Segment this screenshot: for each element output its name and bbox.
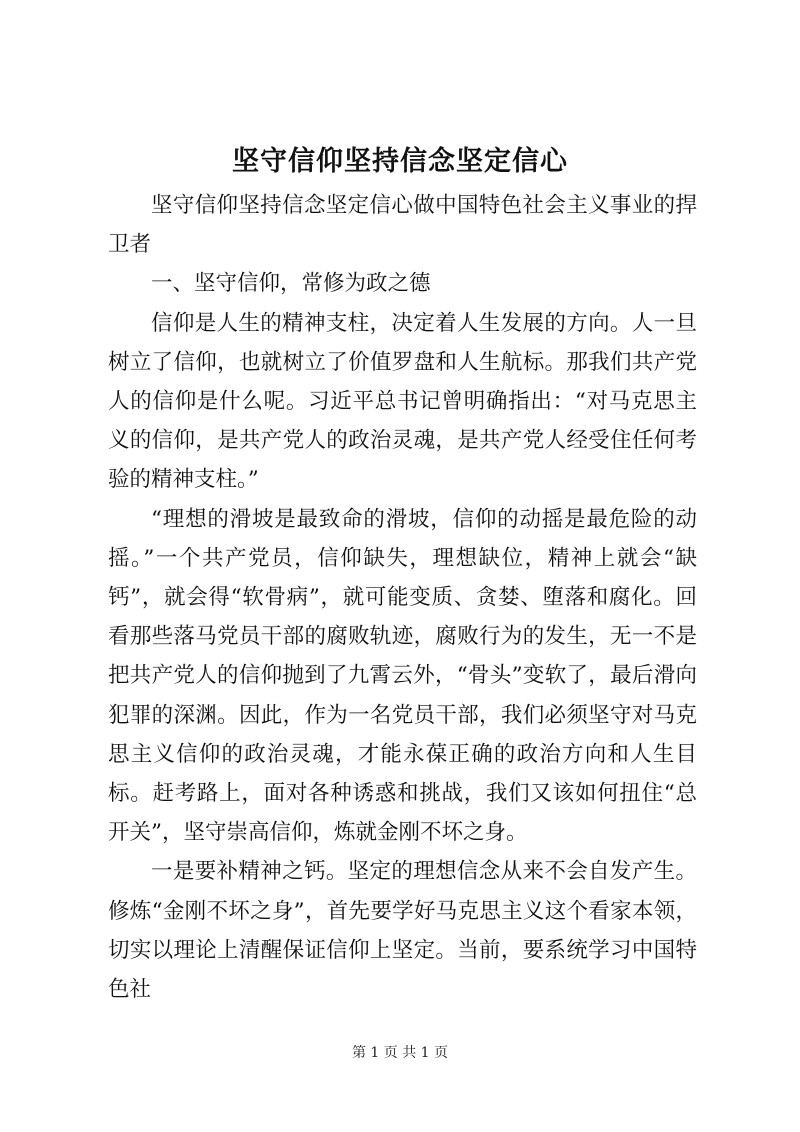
page-number-footer: 第 1 页 共 1 页 (351, 1045, 449, 1061)
section-heading: 一、坚守信仰，常修为政之德 (151, 271, 431, 297)
body-paragraph: 一是要补精神之钙。坚定的理想信念从来不会自发产生。修炼“金刚不坏之身”，首先要学好马克思主义这个看家本领，切实以理论上清醒保证信仰上坚定。当前，要系统学习中国特色社 (108, 859, 697, 1003)
document-title: 坚守信仰坚持信念坚定信心 (232, 146, 568, 177)
body-paragraph: “理想的滑坡是最致命的滑坡，信仰的动摇是最危险的动摇。”一个共产党员，信仰缺失，理想缺位，精神上就会“缺钙”，就会得“软骨病”，就可能变质、贪婪、堕落和腐化。回看那些落马党员干部的腐败轨迹，腐败行为的发生，无一不是把共产党人的信仰抛到了九霄云外，“骨头”变软了，最后滑向犯罪的深渊。因此，作为一名党员干部，我们必须坚守对马克思主义信仰的政治灵魂，才能永葆正确的政治方向和人生目标。赶考路上，面对各种诱惑和挑战，我们又该如何扭住“总开关”，坚守崇高信仰，炼就金刚不坏之身。 (108, 506, 697, 846)
subtitle-paragraph: 坚守信仰坚持信念坚定信心做中国特色社会主义事业的捍卫者 (108, 193, 697, 258)
document-body (108, 186, 697, 1009)
body-paragraph: 信仰是人生的精神支柱，决定着人生发展的方向。人一旦树立了信仰，也就树立了价值罗盘和人生航标。那我们共产党人的信仰是什么呢。习近平总书记曾明确指出：“对马克思主义的信仰，是共产党人的政治灵魂，是共产党人经受住任何考验的精神支柱。” (108, 310, 697, 493)
